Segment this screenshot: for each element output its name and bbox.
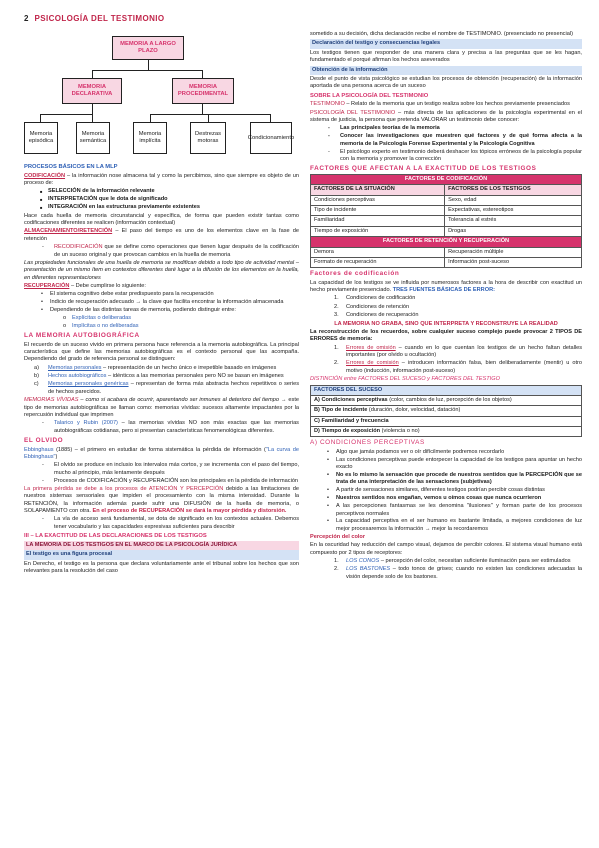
list-item: • A partir de sensaciones similares, diferentes testigos podrían percibir cosas distintas	[336, 487, 582, 494]
page-header	[24, 14, 165, 25]
list-item: • La capacidad perceptiva en el ser humano es bastante limitada, a mejores condiciones de luz mejor procesaremos la información → mejor la recordaremos	[336, 518, 582, 533]
suceso-table	[310, 385, 582, 438]
list-item: - Procesos de CODIFICACIÓN y RECUPERACIÓN son los principales en la pérdida de información	[54, 478, 299, 485]
table-header: FACTORES DE LA SITUACIÓN	[311, 185, 445, 195]
autobiografica-paragraph: El recuerdo de un suceso vivido en primera persona hace referencia a la memoria autobiográfica. La principal característica que define las memorias autobiográficas es el contexto personal que las acompaña. Dependiendo del grado de referencia personal se distinguen:	[24, 341, 299, 363]
codificacion-after: Hace cada huella de memoria circunstancial y específica, de forma que pueden existir tantas como codificaciones diferentes se realicen (información contextual)	[24, 212, 299, 227]
list-item: • No es lo mismo la sensación que procede de nuestros sentidos que la PERCEPCIÓN que se trata de una interpretación de las sensaciones (subjetivas)	[336, 472, 582, 487]
list-item: - El psicólogo experto en testimonio deberá deshacer los tópicos erróneos de la psicología popular con la memoria y promover la corrección	[340, 149, 582, 164]
vividas-paragraph: MEMORIAS VÍVIDAS – como si acabara de ocurrir, aparentando ser inmunes al deterioro del tiempo → este tipo de memorias autobiográficas se llaman como: memorias vívidas: sucesos altamente impactantes por la repercusión individual que imprimen	[24, 397, 299, 418]
list-item: • Algo que jamás podamos ver o oír difícilmente podremos recordarlo	[336, 449, 582, 456]
list-item: a) Memorias personales – representación de un hecho único e irrepetible basado en imágenes	[34, 364, 277, 371]
section-heading-factores: FACTORES QUE AFECTAN A LA EXACTITUD DE LOS TESTIGOS	[310, 165, 537, 173]
table-title: FACTORES DE RETENCIÓN Y RECUPERACIÓN	[311, 237, 582, 247]
list-item: 1. Errores de omisión – cuando en lo que cuentan los testigos de un hecho faltan detalles importantes (por olvido u ocultación)	[334, 344, 582, 359]
psicologia-paragraph: PSICOLOGÍA DEL TESTIMONIO – más directa de las aplicaciones de la psicología experimental en el sistema de justicia, la persona que pretenda VALORAR un testimonio debe conocer:	[310, 109, 583, 124]
recuperacion-list	[24, 291, 299, 314]
testimonio-paragraph: TESTIMONIO – Relato de la memoria que un testigo realiza sobre los hechos previamente presenciados	[310, 101, 570, 108]
distincion-line: DISTINCIÓN entre FACTORES DEL SUCESO y FACTORES DEL TESTIGO	[310, 376, 500, 383]
section-heading-autobiografica: LA MEMORIA AUTOBIOGRÁFICA	[24, 332, 140, 340]
left-column	[24, 36, 299, 576]
page-title: PSICOLOGÍA DEL TESTIMONIO	[34, 14, 165, 23]
section-heading-exactitud: III – LA EXACTITUD DE LAS DECLARACIONES DE LOS TESTIGOS	[24, 533, 207, 540]
section-heading-condperc: A) CONDICIONES PERCEPTIVAS	[310, 439, 425, 447]
fcod-paragraph: La capacidad de los testigos se ve influida por numerosos factores a la hora de describir con exactitud un hecho previamente presenciado. TRES FUENTES BÁSICAS DE ERROR:	[310, 279, 582, 294]
olvido-list	[24, 516, 299, 531]
diagram-branch-declarativa: MEMORIA DECLARATIVA	[62, 78, 122, 104]
list-item: - Conocer las investigaciones que muestren qué factores y de qué forma afecta a la memoria de la Psicología Forense Experimental y la Psicología Cognitiva	[340, 133, 582, 148]
marco-bar: LA MEMORIA DE LOS TESTIGOS EN EL MARCO DE LA PSICOLOGÍA JURÍDICA	[24, 541, 299, 550]
list-item: • Nuestros sentidos nos engañan, vemos u oímos cosas que nunca ocurrieron	[336, 495, 582, 502]
obtencion-bar: Obtención de la información	[310, 66, 582, 75]
diagram-leaf-episodica: Memoria episódica	[24, 122, 58, 154]
figura-paragraph: En Derecho, el testigo es la persona que declara voluntariamente ante el tribunal sobre los hechos que son relevantes para la resolución del caso	[24, 560, 299, 574]
color-paragraph: En la oscuridad hay reducción del campo visual, dejamos de percibir colores. El sistema visual humano está compuesto por 2 tipos de receptores:	[310, 542, 582, 556]
color-list	[310, 558, 582, 581]
list-item: 1. LOS CONOS – percepción del color, necesitan suficiente iluminación para ser estimulados	[334, 557, 571, 564]
list-item: - Las principales teorías de la memoria	[340, 125, 582, 132]
codificacion-list	[24, 188, 299, 211]
table-title: FACTORES DE CODIFICACIÓN	[311, 174, 582, 184]
perdida-paragraph: La primera pérdida se debe a los procesos de ATENCIÓN Y PERCEPCIÓN debido a las limitaciones de nuestros sistemas sensoriales que impiden el procesamiento con la misma intensidad. Durante la RETENCIÓN, la información además puede sufrir una DIFUSIÓN de la huella de memoria, o SOLAPAMIENTO con otra. En el proceso de RECUPERACIÓN se dará la mayor pérdida y distorsión.	[24, 485, 299, 515]
obtencion-paragraph: Desde el punto de vista psicológico se estudian los procesos de obtención (recuperación) de la información aportada de una persona acerca de un suceso	[310, 75, 582, 90]
list-item: ■ INTEGRACIÓN en las estructuras previamente existentes	[48, 204, 299, 211]
recodificacion-list	[24, 244, 299, 259]
list-item: ■ INTERPRETACIÓN que le dota de significado	[48, 196, 299, 203]
list-item: ■ SELECCIÓN de la información relevante	[48, 188, 299, 195]
section-heading-sobre: SOBRE LA PSICOLOGÍA DEL TESTIMONIO	[310, 92, 429, 99]
recuperacion-sublist	[24, 315, 299, 330]
fcod-list	[310, 295, 582, 319]
list-item: • Indicio de recuperación adecuado → la clave que facilita encontrar la información almacenada	[50, 299, 299, 306]
memoria-no-graba: LA MEMORIA NO GRABA, SINO QUE INTERPRETA Y RECONSTRUYE LA REALIDAD	[334, 320, 558, 327]
codificacion-paragraph: CODIFICACIÓN – la información nose almacena tal y como la percibimos, sino que siempre es objeto de un proceso de:	[24, 172, 299, 187]
errores-list	[310, 345, 582, 376]
almacenamiento-after: Las propiedades funcionales de una huella de memoria se modifican debido a todo tipo de actividad mental – presentación de un mismo ítem en contextos diferentes daré lugar a la difusión de los elementos en la huella, en diferentes representaciones	[24, 259, 299, 281]
term-codificacion: CODIFICACIÓN	[24, 172, 66, 179]
recuperacion-paragraph: RECUPERACIÓN – Debe cumplirse lo siguiente:	[24, 283, 146, 290]
figura-bar: El testigo es una figura procesal	[24, 550, 299, 559]
declaracion-paragraph: Los testigos tienen que responder de una manera clara y precisa a las preguntas que se les hagan, fundamentado el porqué afirman los hechos aseverados	[310, 49, 582, 64]
table-row: B) Tipo de incidente (duración, dolor, velocidad, datación)	[311, 406, 582, 416]
ebbinghaus-list	[24, 462, 299, 485]
table-row: Condiciones perceptivas Sexo, edad	[311, 195, 582, 205]
table-header: FACTORES DE LOS TESTIGOS	[445, 185, 582, 195]
declaracion-bar: Declaración del testigo y consecuencias legales	[310, 39, 582, 48]
list-item: 3. Condiciones de recuperación	[334, 312, 419, 319]
section-heading-fcod: Factores de codificación	[310, 270, 400, 278]
list-item: • Dependiendo de las distintas tareas de memoria, podiendo distinguir entre:	[50, 307, 299, 314]
table-row: Demora Recuperación múltiple	[311, 247, 582, 257]
section-heading-olvido: EL OLVIDO	[24, 437, 64, 445]
list-item: - RECODIFICACIÓN que se define como operaciones que tienen lugar después de la codificación de un suceso original y que provocan cambios en la huella de memoria	[54, 244, 299, 259]
list-item: 2. LOS BASTONES – todo tonos de grises; cuando no existen las condiciones adecuadas la visión depende solo de los bastones.	[334, 566, 582, 580]
talarico-list	[24, 420, 299, 435]
psicologia-list	[310, 125, 582, 163]
diagram-leaf-implicita: Memoria implícita	[133, 122, 167, 154]
table-row: Tipo de incidente Expectativas, estereotipos	[311, 206, 582, 216]
list-item: o Explícitas o deliberadas	[72, 315, 299, 322]
list-item: - La vía de acceso será fundamental, se dota de significado en los contextos actuales. Debemos tener vocabulario y las capacidades expresivas suficientes para describir	[54, 516, 299, 531]
ebbinghaus-paragraph: Ebbinghaus (1885) – el primero en estudiar de forma sistemática la pérdida de información ("La curva de Ebbinghaus")	[24, 446, 299, 460]
term-recuperacion: RECUPERACIÓN	[24, 283, 70, 290]
table-row: Formato de recuperación Información post-suceso	[311, 257, 582, 267]
section-heading-procesos: PROCESOS BÁSICOS EN LA MLP	[24, 164, 118, 170]
list-item: • El sistema cognitivo debe estar predispuesto para la recuperación	[50, 291, 299, 298]
list-item: • A las percepciones fantasmas se les denomina "ilusiones" y forman parte de los procesos perceptivos normales	[336, 503, 582, 518]
factores-table	[310, 174, 582, 268]
memory-diagram	[24, 36, 299, 164]
list-item: - Talarico y Rubin (2007) – las memorias vívidas NO son más exactas que las memorias autobiográficas cotidianas, pero si presentan características fenomenológicas diferentes.	[54, 420, 299, 435]
almacenamiento-paragraph: ALMACENAMIENTO/RETENCIÓN – El paso del tiempo es uno de los elementos clave en la fase de retención	[24, 228, 299, 242]
diagram-leaf-semantica: Memoria semántica	[76, 122, 110, 154]
list-item: c) Memorias personales genéricas – representan de forma más abstracta hechos repetitivos o series de hechos parecidos.	[34, 381, 299, 395]
table-row: Familiaridad Tolerancia al estrés	[311, 216, 582, 226]
table-header: FACTORES DEL SUCESO	[311, 385, 582, 395]
reconstruccion-paragraph: La reconstrucción de los recuerdos, sobre cualquier suceso complejo puede provocar 2 TIPOS DE ERRORES de memoria:	[310, 328, 582, 343]
diagram-leaf-destrezas: Destrezas motoras	[190, 122, 226, 154]
top-paragraph: sometido a su decisión, dicha declaración recibe el nombre de TESTIMONIO. (presenciado no presencial)	[310, 31, 573, 37]
list-item: 2. Errores de comisión – introducen información falsa, bien deliberadamente (mentir) u otro motivo (inducción, información post-suceso)	[334, 360, 582, 374]
condperc-list	[310, 449, 582, 534]
diagram-leaf-condicionamiento: Condicionamiento	[250, 122, 292, 154]
list-item: o Implícitas o no deliberadas	[72, 323, 299, 330]
autobiografica-list	[24, 365, 299, 397]
list-item: b) Hechos autobiográficos – idénticos a las memorias personales pero NO se basan en imágenes	[34, 373, 284, 380]
section-heading-color: Percepción del color	[310, 533, 366, 540]
term-almacenamiento: ALMACENAMIENTO/RETENCIÓN	[24, 228, 113, 235]
diagram-branch-procedimental: MEMORIA PROCEDIMENTAL	[172, 78, 234, 104]
page-number: 2	[24, 14, 29, 23]
list-item: 2. Condiciones de retención	[334, 303, 410, 310]
table-row: D) Tiempo de exposición (violencia o no)	[311, 427, 582, 437]
table-row: A) Condiciones perceptivas (color, cambios de luz, percepción de los objetos)	[311, 395, 582, 405]
list-item: - El olvido se produce en inclusio los intervalos más cortos, y se incrementa con el paso del tiempo, mucho al principio, más lentamente después	[54, 462, 299, 477]
right-column	[310, 30, 582, 582]
diagram-root: MEMORIA A LARGO PLAZO	[112, 36, 184, 60]
table-row: Tiempo de exposición Drogas	[311, 226, 582, 236]
list-item: • Las condiciones perceptivas puede entorpecer la capacidad de los testigos para apuntar un hecho exacto	[336, 457, 582, 472]
table-row: C) Familiaridad y frecuencia	[311, 416, 582, 426]
list-item: 1. Condiciones de codificación	[334, 295, 416, 302]
